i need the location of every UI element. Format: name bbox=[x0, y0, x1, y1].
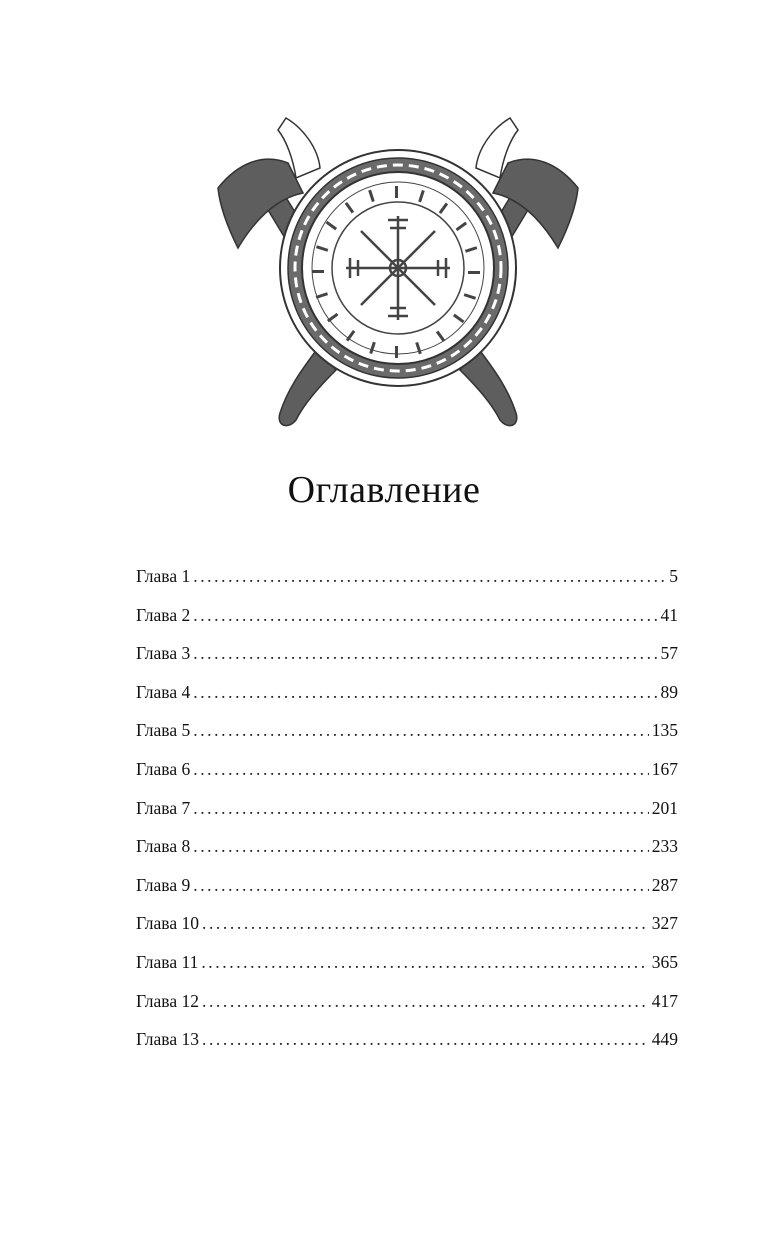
toc-entry[interactable] bbox=[136, 605, 678, 644]
toc-leader-dots bbox=[202, 991, 649, 1012]
viking-shield-emblem-icon bbox=[208, 108, 588, 438]
toc-entry-label: Глава 6 bbox=[136, 758, 191, 779]
toc-entry-page: 135 bbox=[651, 720, 678, 741]
toc-entry-label: Глава 2 bbox=[136, 604, 191, 625]
toc-entry-page: 201 bbox=[651, 797, 678, 818]
toc-entry-label: Глава 13 bbox=[136, 1029, 199, 1050]
toc-entry-page: 41 bbox=[660, 604, 678, 625]
toc-entry[interactable] bbox=[136, 759, 678, 798]
toc-entry[interactable] bbox=[136, 566, 678, 605]
toc-entry-label: Глава 5 bbox=[136, 720, 191, 741]
toc-entry-page: 233 bbox=[651, 836, 678, 857]
toc-entry-label: Глава 10 bbox=[136, 913, 199, 934]
toc-entry[interactable] bbox=[136, 875, 678, 914]
toc-entry[interactable] bbox=[136, 720, 678, 759]
toc-entry-label: Глава 8 bbox=[136, 836, 191, 857]
page-title: Оглавление bbox=[287, 469, 481, 511]
toc-entry[interactable] bbox=[136, 952, 678, 991]
toc-leader-dots bbox=[193, 875, 649, 896]
toc-entry[interactable] bbox=[136, 1029, 678, 1068]
toc-entry-page: 287 bbox=[651, 874, 678, 895]
toc-leader-dots bbox=[193, 605, 657, 626]
toc-entry[interactable] bbox=[136, 991, 678, 1030]
toc-entry-label: Глава 1 bbox=[136, 566, 191, 586]
toc-leader-dots bbox=[193, 836, 649, 857]
toc-leader-dots bbox=[193, 682, 657, 703]
toc-entry-page: 5 bbox=[669, 566, 678, 586]
toc-entry-page: 417 bbox=[651, 990, 678, 1011]
toc-entry[interactable] bbox=[136, 836, 678, 875]
toc-entry-page: 327 bbox=[651, 913, 678, 934]
toc-leader-dots bbox=[202, 913, 649, 934]
toc-entry[interactable] bbox=[136, 798, 678, 837]
table-of-contents bbox=[136, 566, 678, 1068]
toc-leader-dots bbox=[202, 1029, 649, 1050]
toc-entry[interactable] bbox=[136, 643, 678, 682]
toc-entry-page: 89 bbox=[660, 681, 678, 702]
toc-entry-page: 167 bbox=[651, 758, 678, 779]
toc-entry-label: Глава 12 bbox=[136, 990, 199, 1011]
toc-entry[interactable] bbox=[136, 913, 678, 952]
toc-leader-dots bbox=[193, 643, 657, 664]
toc-entry-page: 449 bbox=[651, 1029, 678, 1050]
toc-entry-label: Глава 9 bbox=[136, 874, 191, 895]
toc-leader-dots bbox=[193, 566, 666, 587]
toc-leader-dots bbox=[193, 798, 649, 819]
toc-entry-label: Глава 7 bbox=[136, 797, 191, 818]
toc-entry-label: Глава 3 bbox=[136, 643, 191, 664]
toc-leader-dots bbox=[201, 952, 648, 973]
toc-entry-label: Глава 4 bbox=[136, 681, 191, 702]
toc-entry-label: Глава 11 bbox=[136, 951, 199, 972]
toc-entry[interactable] bbox=[136, 682, 678, 721]
toc-leader-dots bbox=[193, 720, 649, 741]
toc-entry-page: 365 bbox=[651, 951, 678, 972]
toc-leader-dots bbox=[193, 759, 649, 780]
toc-entry-page: 57 bbox=[660, 643, 678, 664]
